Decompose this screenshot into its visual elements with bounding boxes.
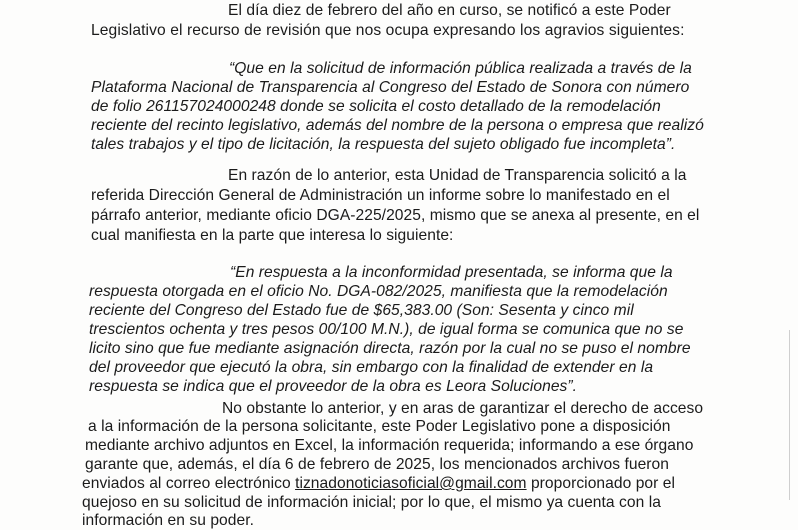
paragraph-3-line-6: quejoso en su solicitud de información inicial; por lo que, el mismo ya cuenta con la <box>82 494 661 511</box>
quote-1-line-1: “Que en la solicitud de información pública realizada a través de la <box>229 60 692 77</box>
email-address: tiznadonoticiasoficial@gmail.com <box>295 475 527 492</box>
quote-2-line-4: trescientos ochenta y tres pesos 00/100 M.N.), de igual forma se comunica que no se <box>89 321 684 338</box>
email-line-prefix: enviados al correo electrónico <box>82 475 296 492</box>
paragraph-3-line-5 <box>82 475 675 493</box>
quote-2-line-2: respuesta otorgada en el oficio No. DGA-082/2025, manifiesta que la remodelación <box>89 283 668 300</box>
paragraph-1-line-2: Legislativo el recurso de revisión que nos ocupa expresando los agravios siguientes: <box>91 22 685 39</box>
paragraph-3-line-3: mediante archivo adjuntos en Excel, la información requerida; informando a ese órgano <box>85 437 694 454</box>
paragraph-3-line-2: a la información de la persona solicitante, este Poder Legislativo pone a disposición <box>88 418 671 435</box>
paragraph-2-line-1: En razón de lo anterior, esta Unidad de Transparencia solicitó a la <box>228 167 687 184</box>
quote-1-line-2: Plataforma Nacional de Transparencia al Congreso del Estado de Sonora con número <box>91 79 690 96</box>
paragraph-2-line-3: párrafo anterior, mediante oficio DGA-225/2025, mismo que se anexa al presente, en el <box>91 207 700 224</box>
paragraph-3-line-4: garante que, además, el día 6 de febrero de 2025, los mencionados archivos fueron <box>85 456 669 473</box>
scan-margin-line <box>789 330 790 500</box>
paragraph-1-line-1: El día diez de febrero del año en curso, se notificó a este Poder <box>228 2 671 19</box>
email-line-suffix: proporcionado por el <box>526 475 675 492</box>
quote-1-line-3: de folio 261157024000248 donde se solicita el costo detallado de la remodelación <box>91 98 661 115</box>
paragraph-3-line-1: No obstante lo anterior, y en aras de garantizar el derecho de acceso <box>222 400 704 417</box>
quote-2-line-6: del proveedor que ejecutó la obra, sin embargo con la finalidad de extender en la <box>89 359 654 376</box>
quote-1-line-4: reciente del recinto legislativo, además del nombre de la persona o empresa que realizó <box>91 117 704 134</box>
paragraph-2-line-4: cual manifiesta en la parte que interesa lo siguiente: <box>91 227 454 244</box>
quote-2-line-5: licito sino que fue mediante asignación directa, razón por la cual no se puso el nombre <box>89 340 691 357</box>
paragraph-3-line-7: información en su poder. <box>82 512 254 529</box>
quote-1-line-5: tales trabajos y el tipo de licitación, la respuesta del sujeto obligado fue incompleta”. <box>91 136 676 153</box>
quote-2-line-3: reciente del Congreso del Estado fue de $65,383.00 (Son: Sesenta y cinco mil <box>89 302 634 319</box>
paragraph-2-line-2: referida Dirección General de Administración un informe sobre lo manifestado en el <box>91 187 670 204</box>
quote-2-line-1: “En respuesta a la inconformidad presentada, se informa que la <box>230 264 673 281</box>
quote-2-line-7: respuesta se indica que el proveedor de la obra es Leora Soluciones”. <box>89 378 578 395</box>
